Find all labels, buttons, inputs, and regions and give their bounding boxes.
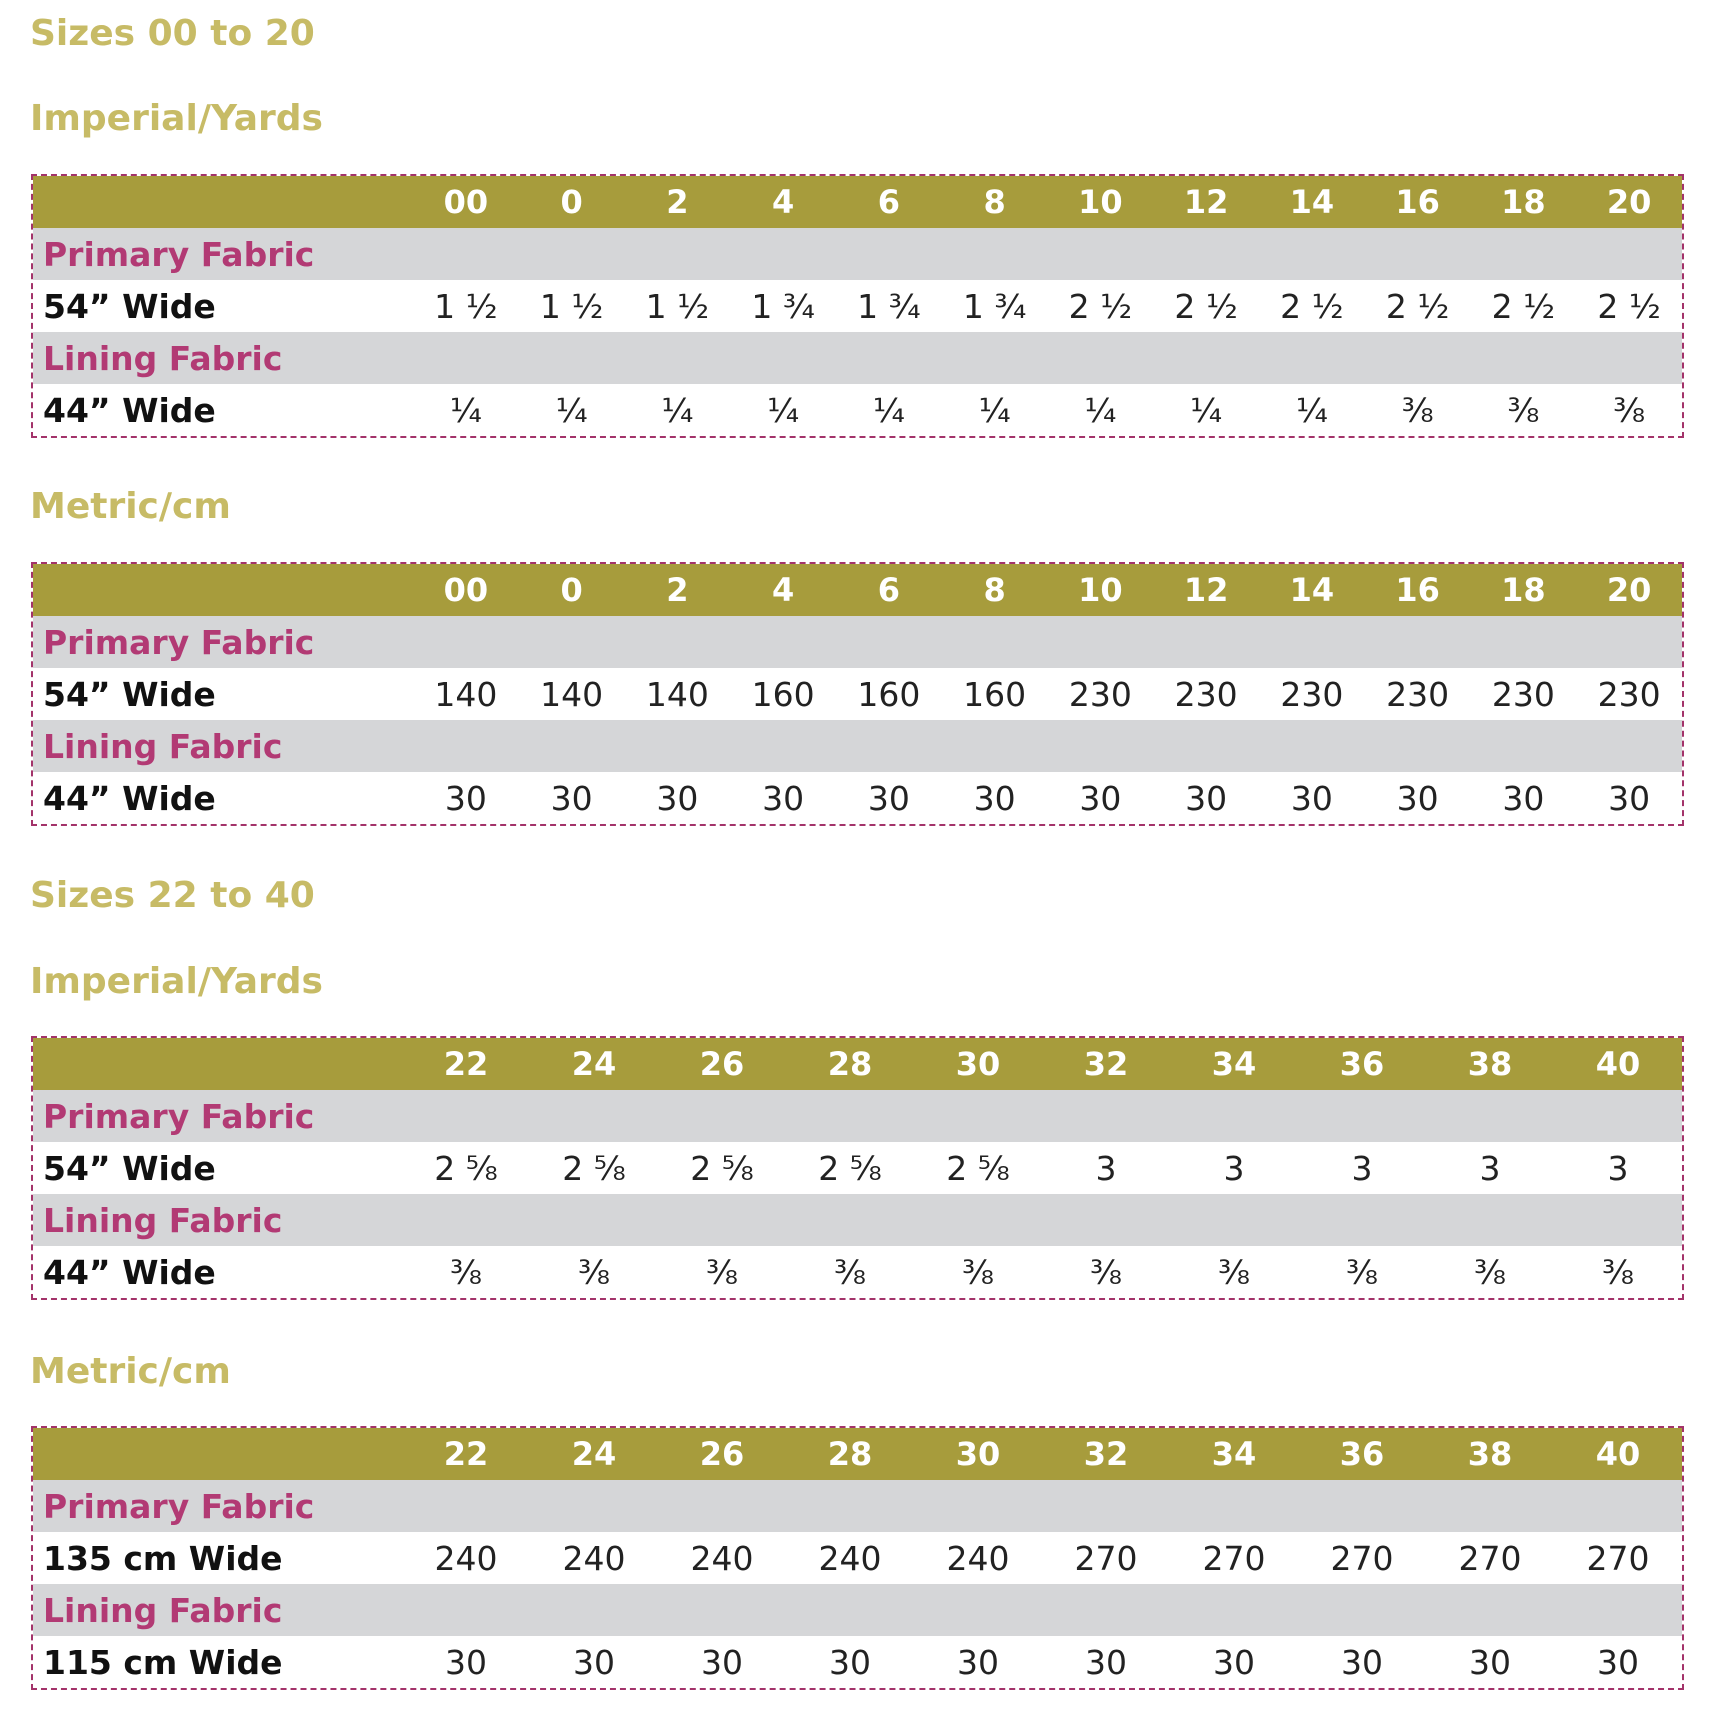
size-header-cell: 8 xyxy=(983,571,1006,609)
amount-cell: ⅜ xyxy=(1346,1252,1378,1292)
amount-cell: 30 xyxy=(1597,1642,1639,1682)
amount-cell: 30 xyxy=(867,778,910,818)
size-header-cell: 34 xyxy=(1211,1045,1257,1083)
amount-cell: 1 ½ xyxy=(645,286,710,326)
value-cells xyxy=(402,1149,1682,1188)
amount-cell: 2 ⅝ xyxy=(946,1148,1010,1188)
subtitle-imperial-yards: Imperial/Yards xyxy=(30,961,323,1002)
size-header-cell: 10 xyxy=(1078,183,1123,221)
amount-cell: 30 xyxy=(1608,778,1651,818)
fabric-label: Lining Fabric xyxy=(43,1200,283,1240)
size-header-cell: 4 xyxy=(771,183,795,221)
amount-cell: 3 xyxy=(1223,1148,1245,1188)
size-header-cell: 28 xyxy=(827,1045,873,1083)
row-label: 44” Wide xyxy=(43,1252,216,1292)
fabric-label: Lining Fabric xyxy=(43,726,283,766)
amount-cell: ⅜ xyxy=(1090,1252,1122,1292)
value-cells xyxy=(413,571,1682,609)
amount-cell: 140 xyxy=(540,674,604,714)
lining-width-row xyxy=(33,1636,1682,1688)
lining-width-row xyxy=(33,384,1682,436)
primary-fabric-row xyxy=(33,228,1682,280)
amount-cell: 3 xyxy=(1351,1148,1373,1188)
subtitle-imperial-yards: Imperial/Yards xyxy=(30,98,323,139)
amount-cell: 160 xyxy=(857,674,921,714)
amount-cell: 230 xyxy=(1068,674,1132,714)
lining-width-row xyxy=(33,772,1682,824)
size-header-cell: 18 xyxy=(1501,571,1546,609)
amount-cell: 230 xyxy=(1280,674,1344,714)
amount-cell: 2 ½ xyxy=(1597,286,1661,326)
fabric-label: Primary Fabric xyxy=(43,1096,315,1136)
amount-cell: 3 xyxy=(1479,1148,1501,1188)
size-header-cell: 6 xyxy=(877,571,900,609)
lining-width-row xyxy=(33,1246,1682,1298)
yardage-table xyxy=(31,1426,1684,1690)
size-header-row xyxy=(33,176,1682,228)
size-header-cell: 00 xyxy=(443,183,489,221)
amount-cell: 30 xyxy=(701,1642,743,1682)
size-header-cell: 40 xyxy=(1595,1045,1641,1083)
size-header-cell: 16 xyxy=(1395,571,1440,609)
value-cells xyxy=(402,1539,1682,1578)
fabric-label: Primary Fabric xyxy=(43,1486,315,1526)
amount-cell: 30 xyxy=(444,778,487,818)
amount-cell: 30 xyxy=(1469,1642,1511,1682)
amount-cell: 1 ¾ xyxy=(857,286,921,326)
amount-cell: 30 xyxy=(1396,778,1439,818)
size-header-cell: 38 xyxy=(1467,1045,1513,1083)
amount-cell: 30 xyxy=(1290,778,1333,818)
amount-cell: 30 xyxy=(762,778,805,818)
amount-cell: 240 xyxy=(946,1538,1010,1578)
amount-cell: 240 xyxy=(690,1538,754,1578)
amount-cell: 230 xyxy=(1386,674,1450,714)
amount-cell: 2 ½ xyxy=(1280,286,1344,326)
size-header-cell: 14 xyxy=(1289,183,1335,221)
size-header-cell: 32 xyxy=(1083,1045,1129,1083)
size-header-cell: 36 xyxy=(1339,1045,1385,1083)
value-cells xyxy=(413,779,1682,818)
amount-cell: 1 ½ xyxy=(539,286,604,326)
amount-cell: ⅜ xyxy=(1507,390,1540,430)
value-cells xyxy=(402,1253,1682,1292)
value-cells xyxy=(413,675,1682,714)
size-header-cell: 26 xyxy=(699,1045,745,1083)
yardage-table xyxy=(31,562,1684,826)
amount-cell: 270 xyxy=(1330,1538,1394,1578)
amount-cell: ⅜ xyxy=(450,1252,482,1292)
row-label: 135 cm Wide xyxy=(43,1538,283,1578)
value-cells xyxy=(402,1643,1682,1682)
lining-fabric-row xyxy=(33,1194,1682,1246)
amount-cell: 1 ½ xyxy=(434,286,498,326)
row-label: 115 cm Wide xyxy=(43,1642,283,1682)
section-title-sizes-00-20: Sizes 00 to 20 xyxy=(30,13,315,54)
size-header-cell: 0 xyxy=(560,183,583,221)
size-header-row xyxy=(33,564,1682,616)
size-header-cell: 24 xyxy=(571,1435,617,1473)
size-header-cell: 2 xyxy=(666,183,689,221)
amount-cell: ⅜ xyxy=(962,1252,994,1292)
size-header-cell: 8 xyxy=(983,183,1006,221)
fabric-label: Primary Fabric xyxy=(43,234,315,274)
size-header-cell: 18 xyxy=(1501,183,1546,221)
amount-cell: ⅜ xyxy=(1218,1252,1250,1292)
fabric-label: Primary Fabric xyxy=(43,622,315,662)
amount-cell: ¼ xyxy=(449,390,482,430)
amount-cell: 230 xyxy=(1174,674,1238,714)
amount-cell: 30 xyxy=(829,1642,871,1682)
amount-cell: 1 ¾ xyxy=(962,286,1027,326)
amount-cell: 30 xyxy=(1213,1642,1255,1682)
size-header-cell: 40 xyxy=(1595,1435,1641,1473)
size-header-cell: 10 xyxy=(1078,571,1123,609)
size-header-cell: 4 xyxy=(771,571,795,609)
amount-cell: ⅜ xyxy=(706,1252,738,1292)
amount-cell: ¼ xyxy=(1295,390,1328,430)
amount-cell: 270 xyxy=(1458,1538,1522,1578)
amount-cell: 30 xyxy=(1079,778,1122,818)
row-label: 44” Wide xyxy=(43,778,216,818)
value-cells xyxy=(413,287,1682,326)
amount-cell: 2 ½ xyxy=(1385,286,1450,326)
yardage-table xyxy=(31,174,1684,438)
yardage-table xyxy=(31,1036,1684,1300)
amount-cell: 270 xyxy=(1586,1538,1650,1578)
amount-cell: 30 xyxy=(957,1642,999,1682)
size-header-cell: 12 xyxy=(1183,571,1229,609)
subtitle-metric-cm: Metric/cm xyxy=(30,486,231,527)
value-cells xyxy=(402,1435,1682,1473)
amount-cell: 230 xyxy=(1491,674,1555,714)
size-header-cell: 24 xyxy=(571,1045,617,1083)
fabric-label: Lining Fabric xyxy=(43,1590,283,1630)
value-cells xyxy=(402,1045,1682,1083)
amount-cell: 240 xyxy=(818,1538,882,1578)
amount-cell: 3 xyxy=(1607,1148,1629,1188)
lining-fabric-row xyxy=(33,332,1682,384)
size-header-cell: 2 xyxy=(666,571,689,609)
section-title-sizes-22-40: Sizes 22 to 40 xyxy=(30,875,315,916)
size-header-cell: 20 xyxy=(1606,571,1652,609)
row-label: 44” Wide xyxy=(43,390,216,430)
fabric-label: Lining Fabric xyxy=(43,338,283,378)
value-cells xyxy=(413,391,1682,430)
amount-cell: 2 ½ xyxy=(1174,286,1238,326)
size-header-cell: 00 xyxy=(443,571,489,609)
primary-width-row xyxy=(33,1142,1682,1194)
primary-width-row xyxy=(33,280,1682,332)
amount-cell: 30 xyxy=(1185,778,1228,818)
amount-cell: 30 xyxy=(656,778,699,818)
amount-cell: ¼ xyxy=(1084,390,1117,430)
size-header-cell: 30 xyxy=(955,1435,1001,1473)
amount-cell: 1 ¾ xyxy=(751,286,815,326)
amount-cell: ¼ xyxy=(661,390,694,430)
amount-cell: ¼ xyxy=(767,390,800,430)
size-header-cell: 22 xyxy=(443,1045,489,1083)
primary-width-row xyxy=(33,668,1682,720)
primary-fabric-row xyxy=(33,616,1682,668)
lining-fabric-row xyxy=(33,1584,1682,1636)
size-header-cell: 32 xyxy=(1083,1435,1129,1473)
amount-cell: 2 ⅝ xyxy=(562,1148,626,1188)
amount-cell: ¼ xyxy=(555,390,588,430)
amount-cell: 30 xyxy=(445,1642,487,1682)
size-header-cell: 30 xyxy=(955,1045,1001,1083)
amount-cell: 30 xyxy=(1502,778,1545,818)
amount-cell: 30 xyxy=(1085,1642,1127,1682)
value-cells xyxy=(413,183,1682,221)
primary-width-row xyxy=(33,1532,1682,1584)
amount-cell: ⅜ xyxy=(1474,1252,1506,1292)
row-label: 54” Wide xyxy=(43,286,216,326)
size-header-cell: 12 xyxy=(1183,183,1229,221)
amount-cell: ⅜ xyxy=(1602,1252,1634,1292)
size-header-cell: 14 xyxy=(1289,571,1335,609)
size-header-cell: 16 xyxy=(1395,183,1440,221)
amount-cell: 30 xyxy=(573,1642,615,1682)
primary-fabric-row xyxy=(33,1090,1682,1142)
amount-cell: ⅜ xyxy=(1401,390,1434,430)
amount-cell: 2 ½ xyxy=(1068,286,1133,326)
amount-cell: 30 xyxy=(973,778,1016,818)
amount-cell: 30 xyxy=(550,778,593,818)
amount-cell: 140 xyxy=(645,674,709,714)
amount-cell: 2 ⅝ xyxy=(818,1148,882,1188)
size-header-cell: 34 xyxy=(1211,1435,1257,1473)
size-header-cell: 28 xyxy=(827,1435,873,1473)
primary-fabric-row xyxy=(33,1480,1682,1532)
amount-cell: 160 xyxy=(963,674,1027,714)
size-header-cell: 0 xyxy=(560,571,583,609)
amount-cell: 3 xyxy=(1095,1148,1117,1188)
row-label: 54” Wide xyxy=(43,1148,216,1188)
size-header-row xyxy=(33,1038,1682,1090)
size-header-row xyxy=(33,1428,1682,1480)
size-header-cell: 38 xyxy=(1467,1435,1513,1473)
subtitle-metric-cm: Metric/cm xyxy=(30,1351,231,1392)
amount-cell: ⅜ xyxy=(834,1252,866,1292)
size-header-cell: 20 xyxy=(1606,183,1652,221)
amount-cell: 160 xyxy=(751,674,815,714)
amount-cell: 2 ⅝ xyxy=(690,1148,754,1188)
amount-cell: 240 xyxy=(434,1538,498,1578)
amount-cell: 240 xyxy=(562,1538,626,1578)
amount-cell: ⅜ xyxy=(1613,390,1646,430)
amount-cell: ¼ xyxy=(978,390,1011,430)
amount-cell: 2 ⅝ xyxy=(434,1148,498,1188)
amount-cell: 270 xyxy=(1074,1538,1138,1578)
amount-cell: ⅜ xyxy=(578,1252,610,1292)
amount-cell: 230 xyxy=(1597,674,1661,714)
amount-cell: ¼ xyxy=(1190,390,1223,430)
amount-cell: 2 ½ xyxy=(1491,286,1556,326)
size-header-cell: 6 xyxy=(877,183,900,221)
size-header-cell: 22 xyxy=(443,1435,489,1473)
size-header-cell: 26 xyxy=(699,1435,745,1473)
amount-cell: 270 xyxy=(1202,1538,1266,1578)
amount-cell: 140 xyxy=(434,674,498,714)
amount-cell: ¼ xyxy=(872,390,905,430)
lining-fabric-row xyxy=(33,720,1682,772)
row-label: 54” Wide xyxy=(43,674,216,714)
size-header-cell: 36 xyxy=(1339,1435,1385,1473)
amount-cell: 30 xyxy=(1341,1642,1383,1682)
